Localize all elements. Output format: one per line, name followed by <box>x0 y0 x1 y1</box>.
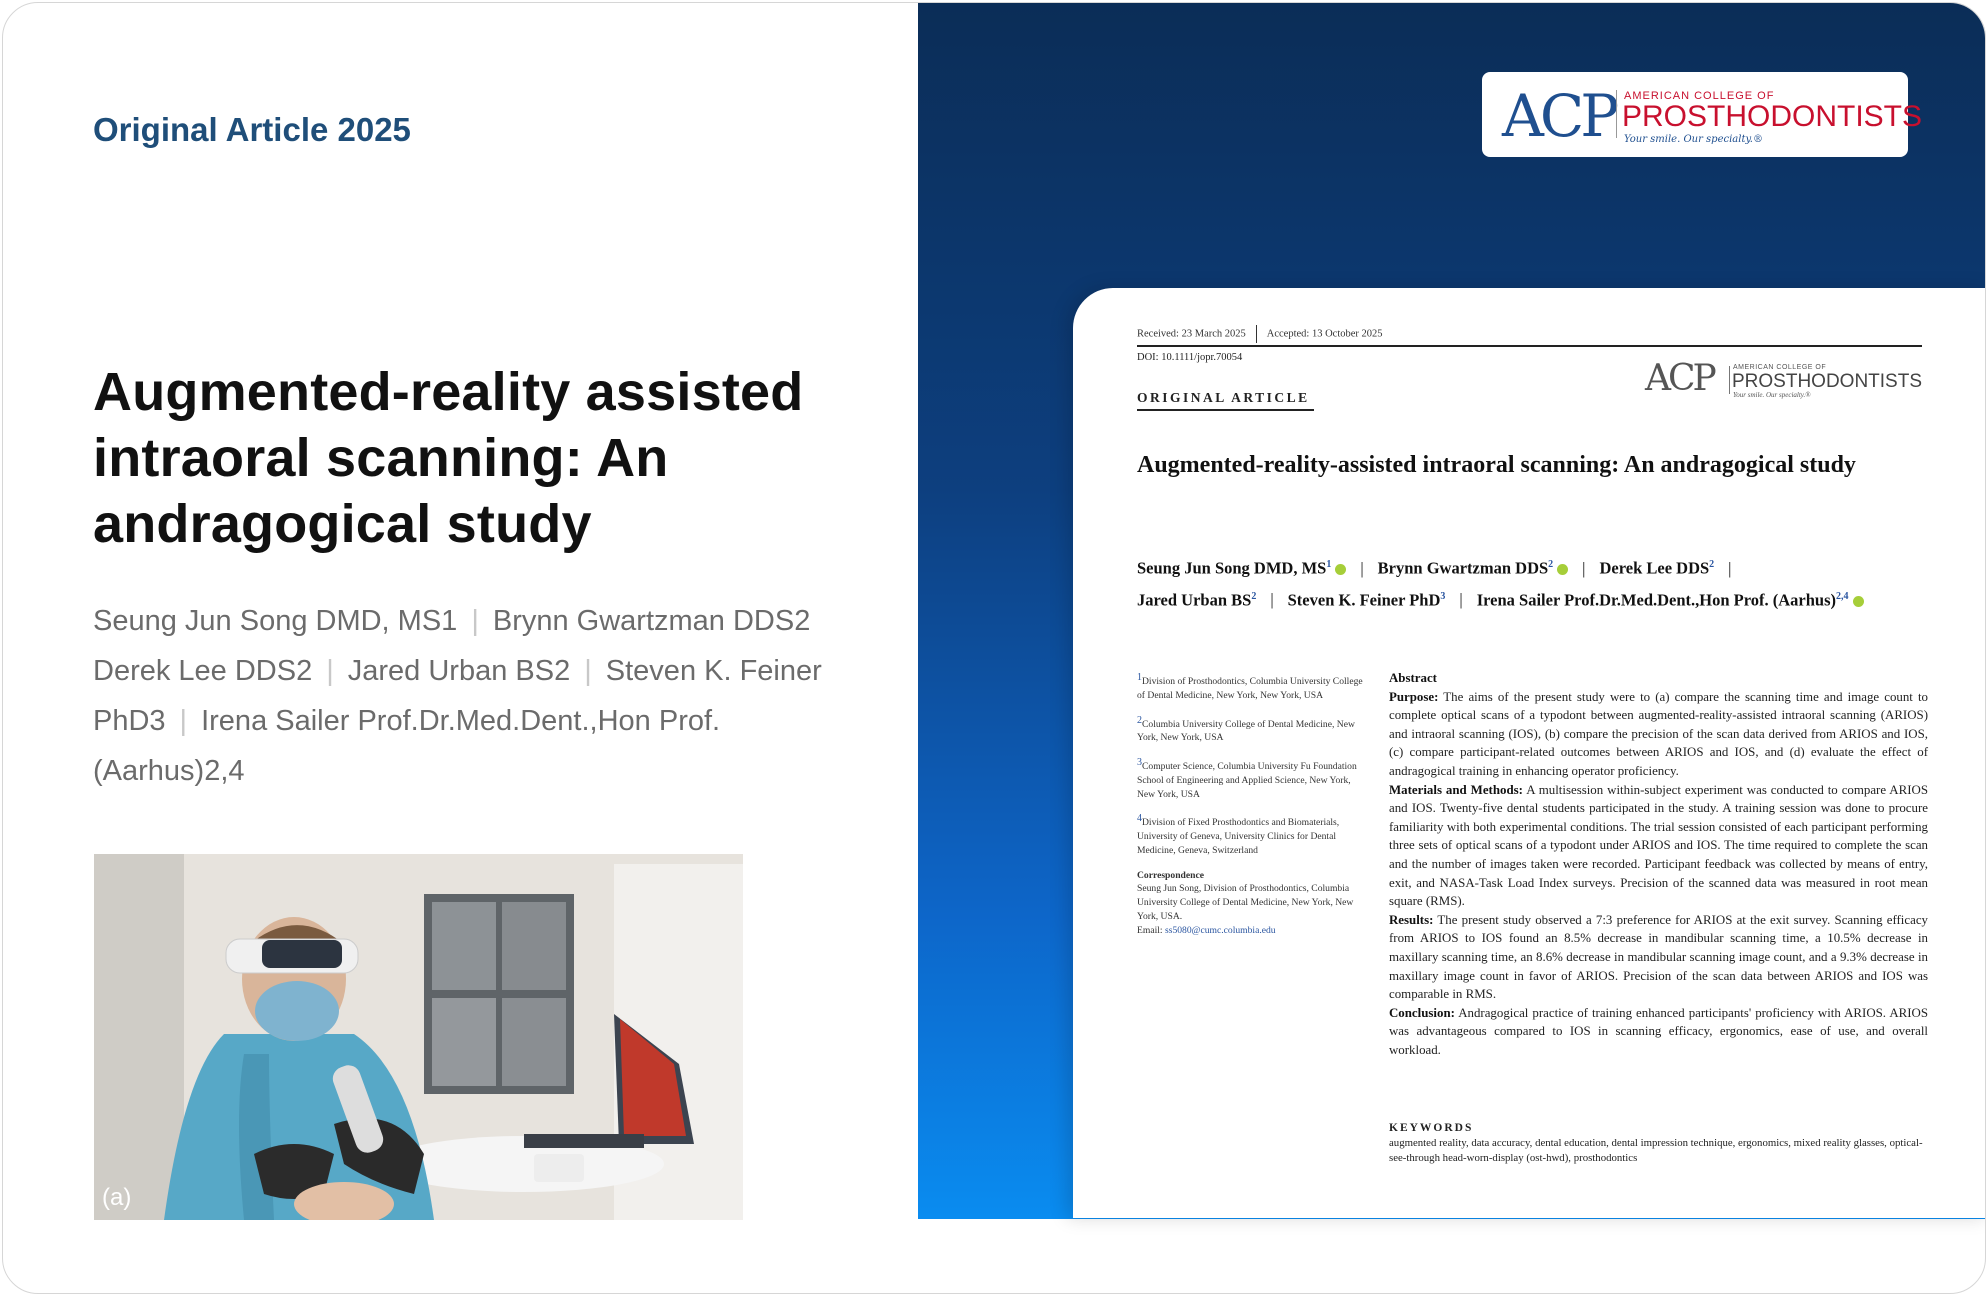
affiliation: $^1$Division of Prosthodontics, Columbia University College of Dental Medicine, New York, New York, USA <box>1137 672 1363 701</box>
orcid-icon[interactable] <box>1557 564 1568 575</box>
abstract-section: Results: The present study observed a 7:3 preference for ARIOS at the exit survey. Scanning efficacy from ARIOS to IOS found an 8.5% decrease in mandibular scanning time, a 10.5% decrease in maxillary scanning time, an 8.6% decrease in mandibular scanning image count, and a 9.3% decrease in maxillary image count in favor of ARIOS. Precision of the scan data between ARIOS and IOS was comparable in RMS. <box>1389 912 1928 1002</box>
paper-author: Steven K. Feiner PhD <box>1287 590 1441 609</box>
affiliation: $^3$Computer Science, Columbia University Fu Foundation School of Engineering and Applied Science, New York, New York, USA <box>1137 757 1357 800</box>
journal-logo-small: AMERICAN COLLEGE OF <box>1733 364 1827 371</box>
correspondence-text: Seung Jun Song, Division of Prosthodontics, Columbia University College of Dental Medicine, New York, New York, USA. Email: ss5080@cumc.columbia.edu <box>1137 883 1354 936</box>
orcid-icon[interactable] <box>1335 564 1346 575</box>
paper-author: Seung Jun Song DMD, MS <box>1137 558 1327 578</box>
affiliations <box>1137 671 1367 937</box>
acp-logo <box>1482 72 1923 157</box>
keywords-text: augmented reality, data accuracy, dental education, dental impression technique, ergonomics, mixed reality glasses, optical-see-through head-worn-display (ost-hwd), prosthodontics <box>1389 1137 1923 1164</box>
article-type-underline <box>1137 409 1314 411</box>
article-dates <box>1137 325 1383 343</box>
article-preview <box>1073 288 1986 1218</box>
left-panel <box>3 3 917 1293</box>
abstract-heading: Abstract <box>1389 671 1437 685</box>
article-type: ORIGINAL ARTICLE <box>1137 390 1310 405</box>
email-link[interactable]: ss5080@cumc.columbia.edu <box>1164 924 1276 936</box>
org-tagline: Your smile. Our specialty.® <box>1624 134 1763 145</box>
journal-logo <box>1645 360 1925 402</box>
acp-logo-mark: ACP <box>1502 82 1616 150</box>
right-panel <box>918 3 1985 1219</box>
paper-author: Irena Sailer Prof.Dr.Med.Dent.,Hon Prof. (Aarhus) <box>1476 590 1837 609</box>
accepted-date: Accepted: 13 October 2025 <box>1266 328 1383 340</box>
received-date: Received: 23 March 2025 <box>1137 328 1246 340</box>
author-name: Jared Urban BS2 <box>347 655 571 687</box>
journal-logo-tagline: Your smile. Our specialty.® <box>1733 391 1811 399</box>
keywords <box>1389 1121 1928 1166</box>
journal-logo-mark: ACP <box>1645 358 1714 399</box>
paper-author: Jared Urban BS <box>1137 590 1252 609</box>
header-rule <box>1137 345 1922 347</box>
study-photo <box>94 854 743 1220</box>
paper-title: Augmented-reality-assisted intraoral scanning: An andragogical study <box>1137 452 1856 478</box>
keywords-heading: KEYWORDS <box>1389 1122 1474 1134</box>
author-name: Irena Sailer Prof.Dr.Med.Dent.,Hon Prof. (Aarhus)2,4 <box>93 705 721 787</box>
abstract <box>1389 669 1928 1059</box>
abstract-section: Conclusion: Andragogical practice of training enhanced participants' proficiency with ARIOS. ARIOS was advantageous compared to IOS in scanning efficacy, ergonomics, ease of use, and overall workload. <box>1389 1005 1929 1057</box>
paper-authors: Seung Jun Song DMD, $MS^1$ | Brynn Gwartzman DDS$^2$ | Derek Lee DDS$^2$ | Jared Urban $BS^2$ | Steven K. Feiner PhD$^3$ | Irena Sailer Prof.Dr.Med.Dent.,Hon Prof. (Aarhus)$^{2,4}$ <box>1137 551 1927 614</box>
logo-divider <box>1616 90 1617 138</box>
doi: DOI: 10.1111/jopr.70054 <box>1137 352 1243 363</box>
author-name: Seung Jun Song DMD, MS1 <box>93 605 458 637</box>
affiliation: $^2$Columbia University College of Dental Medicine, New York, New York, USA <box>1137 714 1355 744</box>
figure-label: (a) <box>102 1184 132 1211</box>
abstract-section: Materials and Methods: A multisession within-subject experiment was conducted to compare ARIOS and IOS. Twenty-five dental students participated in the study. A training session was done to procure familiarity with both experimental conditions. The trial session consisted of each participant performing three sets of optical scans of a typodont under ARIOS and IOS. The time required to complete the scan and the number of images taken were recorded. Participant feedback was collected by means of entry, exit, and NASA-Task Load Index surveys. Precision of the scanned data was measured in root mean square (RMS). <box>1389 782 1928 909</box>
affiliation: $^4$Division of Fixed Prosthodontics and Biomaterials, University of Geneva, University Clinics for Dental Medicine, Geneva, Switzerland <box>1137 813 1340 857</box>
correspondence-heading: Correspondence <box>1137 869 1204 881</box>
author-name: Steven K. Feiner PhD3 <box>93 655 822 737</box>
org-name-small: AMERICAN COLLEGE OF <box>1624 90 1775 102</box>
article-title: Augmented-reality assisted intraoral scanning: An andragogical study <box>93 362 804 554</box>
journal-logo-name: PROSTHODONTISTS <box>1732 371 1923 392</box>
article-type-label: Original Article 2025 <box>93 111 411 148</box>
paper-author: Derek Lee DDS <box>1599 558 1710 578</box>
article-card <box>2 2 1986 1294</box>
author-list: Seung Jun Song DMD, MS1 | Brynn Gwartzman DDS2 Derek Lee DDS2 | Jared Urban BS2 | Steven K. Feiner PhD3 | Irena Sailer Prof.Dr.Med.Dent.,Hon Prof. (Aarhus)2,4 <box>93 605 822 787</box>
org-name: PROSTHODONTISTS <box>1622 100 1923 133</box>
author-name: Derek Lee DDS2 <box>93 655 313 687</box>
paper-author: Brynn Gwartzman DDS <box>1377 558 1549 578</box>
orcid-icon[interactable] <box>1853 596 1864 607</box>
author-name: Brynn Gwartzman DDS2 <box>492 605 811 637</box>
abstract-section: Purpose: The aims of the present study were to (a) compare the scanning time and image count to complete optical scans of a typodont between augmented-reality-assisted intraoral scanning (ARIOS) and intraoral scanning (IOS), (b) compare the precision of the scan data derived from ARIOS and IOS, (c) compare participant-related outcomes between ARIOS and IOS, and (d) evaluate the effect of andragogical training in enhancing operator proficiency. <box>1389 689 1928 778</box>
